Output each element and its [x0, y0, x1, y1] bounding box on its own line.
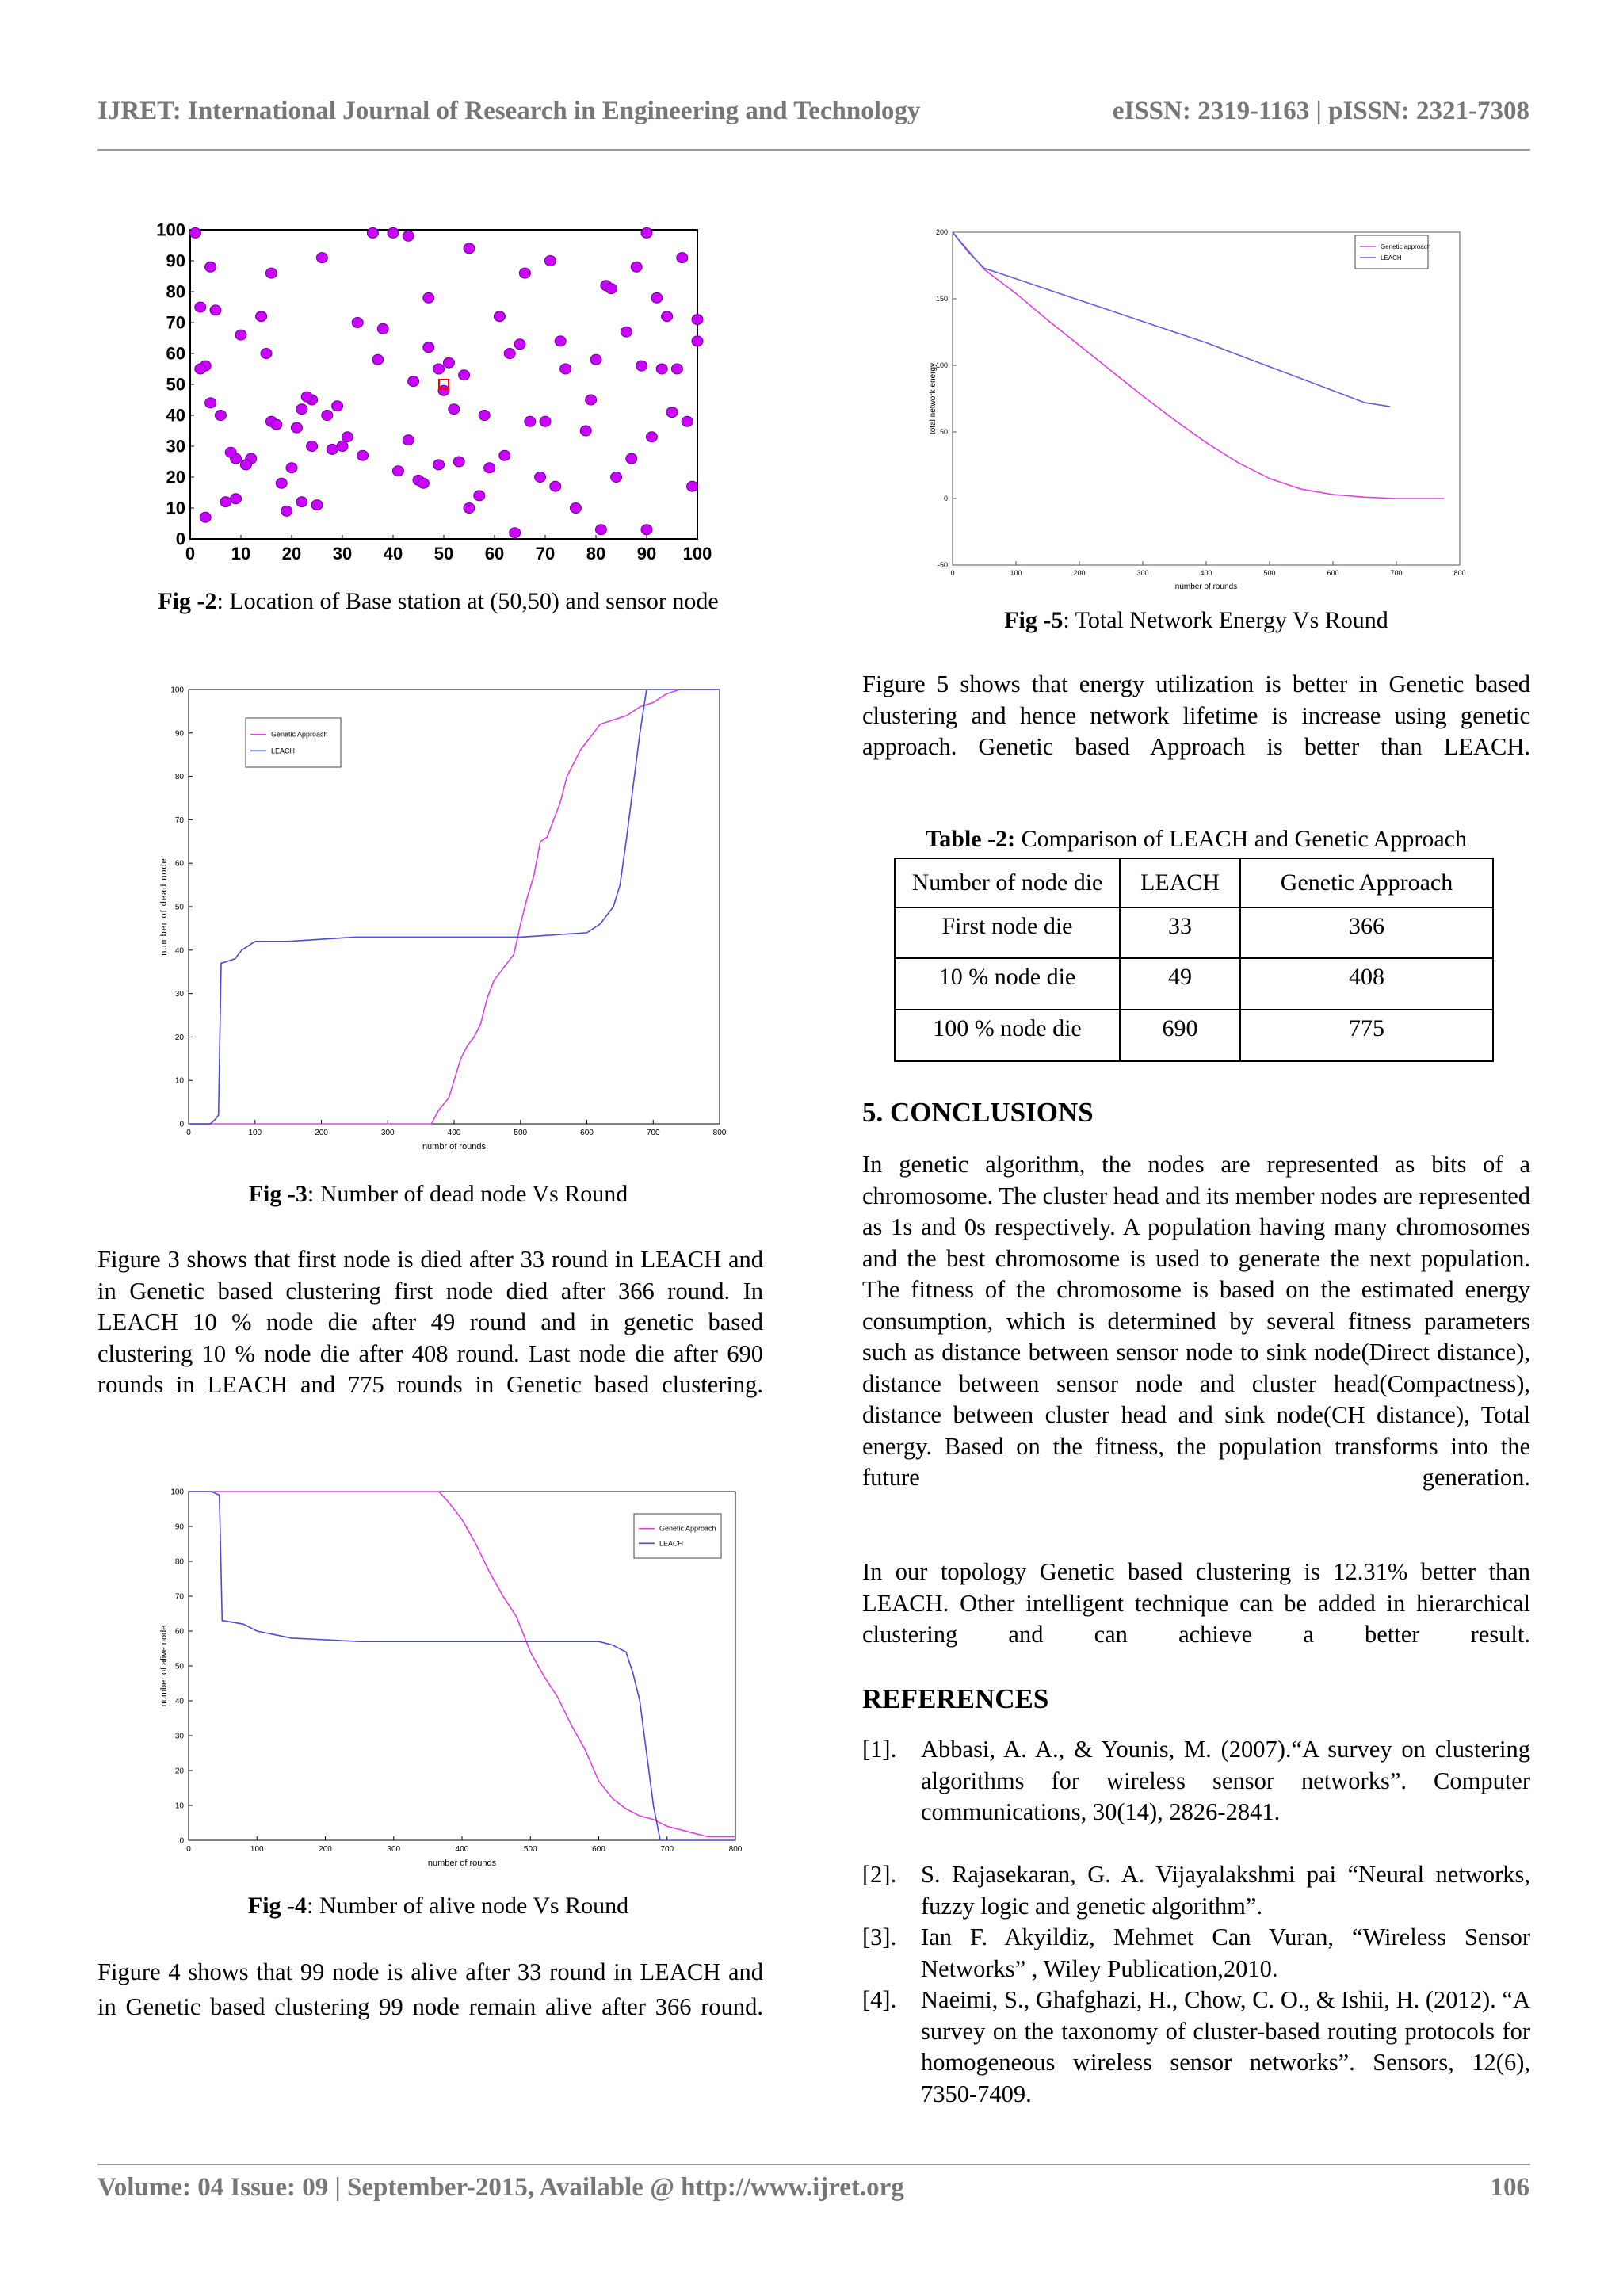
conclusions-paragraph-1: In genetic algorithm, the nodes are represented as bits of a chromosome. The cluster head and its member nodes are represented as 1s and 0s respectively. A population having many chromosomes and the best chromosome is used to generate the next population. The fitness of the chromosome is based on the estimated energy consumption, which is determined by several fitness parameters such as distance between sensor node to sink node(Direct distance), distance between sensor node and cluster head(Compactness), distance between cluster head and sink node(CH distance), Total energy. Based on the fitness, the population transforms into the future generation.: [862, 1151, 1530, 1491]
sensor-node-point: [636, 361, 647, 371]
fig5-line-chart: [927, 226, 1474, 590]
sensor-node-point: [296, 497, 307, 507]
fig4-y-tick-label: 90: [174, 1522, 184, 1532]
sensor-node-point: [510, 528, 521, 538]
fig3-y-tick-label: 10: [174, 1076, 184, 1086]
fig2-x-tick-label: 60: [484, 544, 505, 563]
fig2-x-tick-label: 90: [636, 544, 657, 563]
fig3-x-tick-label: 400: [447, 1129, 461, 1137]
fig2-x-tick-label: 0: [185, 544, 196, 563]
fig4-x-tick-label: 500: [523, 1845, 537, 1854]
sensor-node-point: [479, 411, 490, 421]
fig3-caption: Fig -3: Number of dead node Vs Round: [248, 1181, 628, 1207]
fig2-x-tick-label: 70: [535, 544, 556, 563]
sensor-node-point: [403, 231, 414, 241]
sensor-node-point: [570, 503, 581, 514]
reference-number: [1].: [862, 1736, 897, 1763]
fig2-x-tick-label: 40: [383, 544, 403, 563]
fig5-y-tick-label: 100: [935, 361, 948, 370]
table-header-cell: LEACH: [1120, 858, 1240, 907]
sensor-node-point: [641, 525, 652, 535]
table-cell: 775: [1240, 1010, 1493, 1061]
sensor-node-point: [240, 460, 251, 470]
sensor-node-point: [651, 292, 663, 303]
sensor-node-point: [504, 349, 515, 359]
fig5-paragraph: Figure 5 shows that energy utilization is better in Genetic based clustering and hence network lifetime is increase using genetic approach. Genetic based Approach is better than LEACH.: [862, 670, 1530, 760]
sensor-node-point: [231, 494, 242, 504]
fig5-x-tick-label: 0: [950, 569, 955, 577]
fig4-x-tick-label: 300: [387, 1845, 401, 1854]
sensor-node-point: [484, 463, 495, 473]
table-cell: 366: [1240, 907, 1493, 958]
fig2-y-tick-label: 100: [156, 220, 185, 240]
fig4-y-tick-label: 70: [174, 1592, 184, 1602]
sensor-node-point: [403, 435, 414, 445]
sensor-node-point: [195, 364, 206, 374]
fig4-legend-label: LEACH: [659, 1539, 684, 1548]
fig5-y-tick-label: 0: [943, 495, 948, 503]
sensor-node-point: [443, 357, 454, 368]
sensor-node-point: [550, 481, 561, 491]
sensor-node-point: [342, 432, 353, 442]
fig4-paragraph: Figure 4 shows that 99 node is alive after 33 round in LEACH and in Genetic based clustering 99 node remain alive after 366 round.: [97, 1958, 763, 2020]
fig4-x-tick-label: 0: [186, 1845, 191, 1854]
references-heading: REFERENCES: [862, 1683, 1049, 1714]
sensor-node-point: [377, 323, 388, 334]
footer-volume: Volume: 04 Issue: 09 | September-2015, Available @ http://www.ijret.org: [97, 2173, 904, 2202]
fig5-x-tick-label: 700: [1390, 569, 1403, 577]
sensor-node-point: [682, 416, 693, 426]
fig2-y-tick-label: 60: [166, 343, 185, 364]
fig5-y-tick-label: 150: [935, 295, 948, 304]
table-cell: 10 % node die: [895, 958, 1120, 1010]
sensor-node-point: [631, 262, 642, 272]
reference-text: Naeimi, S., Ghafghazi, H., Chow, C. O., & Ishii, H. (2012). “A survey on the taxonomy of cluster-based routing protocols for homogeneous wireless sensor networks”. Sensors, 12(6), 7350-7409.: [921, 1986, 1530, 2107]
fig5-x-tick-label: 400: [1200, 569, 1212, 577]
reference-item: [862, 1734, 1530, 1861]
fig3-legend-label: LEACH: [271, 747, 296, 755]
sensor-node-point: [423, 342, 434, 353]
fig2-x-tick-label: 30: [332, 544, 353, 563]
fig3-x-tick-label: 300: [380, 1129, 395, 1137]
fig4-y-tick-label: 20: [174, 1767, 184, 1776]
fig4-x-tick-label: 400: [455, 1845, 469, 1854]
fig3-y-tick-label: 0: [179, 1120, 184, 1129]
sensor-node-point: [205, 262, 216, 272]
sensor-node-point: [692, 336, 703, 346]
sensor-node-point: [261, 349, 272, 359]
fig2-y-tick-label: 70: [166, 312, 185, 333]
header-rule: [97, 149, 1530, 151]
fig5-x-axis-label: number of rounds: [1174, 583, 1238, 590]
fig2-x-tick-label: 20: [281, 544, 302, 563]
reference-text: Abbasi, A. A., & Younis, M. (2007).“A survey on clustering algorithms for wireless sensor networks”. Computer communications, 30(14), 2826-2841.: [921, 1736, 1530, 1825]
fig5-x-tick-label: 200: [1073, 569, 1086, 577]
sensor-node-point: [605, 284, 617, 294]
sensor-node-point: [271, 419, 282, 430]
sensor-node-point: [392, 466, 403, 476]
reference-number: [2].: [862, 1861, 897, 1888]
fig4-x-axis-label: number of rounds: [427, 1859, 497, 1868]
sensor-node-point: [433, 364, 445, 374]
sensor-node-point: [372, 354, 384, 365]
footer-rule: [97, 2164, 1530, 2165]
fig5-x-tick-label: 800: [1453, 569, 1466, 577]
fig2-y-tick-label: 90: [166, 250, 185, 271]
table-cell: 408: [1240, 958, 1493, 1010]
sensor-node-point: [646, 432, 657, 442]
fig5-legend-label: Genetic approach: [1381, 243, 1431, 250]
sensor-node-point: [327, 444, 338, 454]
sensor-node-point: [307, 441, 318, 452]
sensor-node-point: [200, 512, 211, 522]
sensor-node-point: [540, 416, 551, 426]
fig4-caption: Fig -4: Number of alive node Vs Round: [247, 1893, 629, 1919]
sensor-node-point: [235, 330, 246, 340]
table-cell: 100 % node die: [895, 1010, 1120, 1061]
fig3-paragraph: Figure 3 shows that first node is died after 33 round in LEACH and in Genetic based clustering first node died after 366 round. In LEACH 10 % node die after 49 round and in genetic based clustering 10 % node die after 408 round. Last node die after 690 rounds in LEACH and 775 rounds in Genetic based clustering.: [97, 1246, 763, 1398]
sensor-node-point: [220, 497, 231, 507]
fig5-plot-frame: [953, 232, 1460, 565]
fig3-x-tick-label: 0: [186, 1129, 191, 1137]
sensor-node-point: [281, 506, 292, 516]
fig2-caption: Fig -2: Location of Base station at (50,50) and sensor node: [158, 588, 719, 614]
sensor-node-point: [586, 395, 597, 405]
fig2-x-tick-label: 10: [231, 544, 251, 563]
sensor-node-point: [316, 253, 327, 263]
fig5-y-tick-label: 50: [939, 428, 948, 437]
fig5-legend-label: LEACH: [1381, 254, 1402, 262]
fig2-y-tick-label: 20: [166, 467, 185, 487]
sensor-node-point: [265, 268, 277, 278]
sensor-node-point: [210, 305, 221, 315]
fig2-x-tick-label: 80: [586, 544, 606, 563]
sensor-node-point: [595, 525, 606, 535]
fig2-y-tick-label: 50: [166, 374, 185, 395]
sensor-node-point: [291, 422, 302, 433]
fig5-x-tick-label: 100: [1010, 569, 1022, 577]
fig4-x-tick-label: 600: [592, 1845, 605, 1854]
comparison-table: [894, 858, 1494, 1062]
fig4-legend-box: [634, 1514, 721, 1558]
table-row: [895, 907, 1493, 958]
fig3-y-tick-label: 60: [174, 859, 184, 869]
fig4-y-tick-label: 100: [170, 1488, 184, 1497]
conclusions-paragraph-2: In our topology Genetic based clustering is 12.31% better than LEACH. Other intelligent technique can be added in hierarchical clustering and can achieve a better result.: [862, 1558, 1530, 1648]
sensor-node-point: [256, 311, 267, 322]
sensor-node-point: [656, 364, 667, 374]
sensor-node-point: [662, 311, 673, 322]
sensor-node-point: [535, 472, 546, 483]
sensor-node-point: [225, 447, 236, 457]
fig3-legend-box: [246, 718, 341, 767]
fig5-x-tick-label: 600: [1327, 569, 1339, 577]
reference-item: [862, 1859, 1530, 1923]
fig4-x-tick-label: 700: [660, 1845, 674, 1854]
sensor-node-point: [408, 376, 419, 387]
fig4-y-tick-label: 0: [179, 1836, 184, 1846]
table-header-row: [895, 858, 1493, 907]
sensor-node-point: [621, 327, 632, 337]
table-row: [895, 1010, 1493, 1061]
sensor-node-point: [519, 268, 530, 278]
table2-caption: Table -2: Comparison of LEACH and Genetic Approach: [926, 826, 1467, 852]
fig3-y-tick-label: 100: [170, 686, 184, 695]
sensor-node-point: [641, 227, 652, 238]
fig3-y-axis-label: number of dead node: [159, 858, 169, 956]
reference-number: [3].: [862, 1924, 897, 1950]
issn-info: eISSN: 2319-1163 | pISSN: 2321-7308: [1112, 97, 1529, 125]
table-header-cell: Number of node die: [895, 858, 1120, 907]
sensor-node-point: [494, 311, 505, 322]
sensor-node-point: [322, 411, 333, 421]
fig4-y-tick-label: 60: [174, 1627, 184, 1637]
fig3-x-tick-label: 500: [514, 1129, 528, 1137]
sensor-node-point: [286, 463, 297, 473]
sensor-node-point: [357, 450, 369, 460]
fig3-legend-label: Genetic Approach: [271, 730, 328, 739]
fig5-y-tick-label: 200: [935, 228, 948, 237]
sensor-node-point: [590, 354, 601, 365]
fig2-plot-frame: [190, 230, 697, 539]
fig3-y-tick-label: 20: [174, 1033, 184, 1042]
sensor-node-point: [296, 404, 307, 415]
sensor-node-point: [464, 243, 475, 254]
fig2-y-tick-label: 30: [166, 436, 185, 457]
fig4-y-tick-label: 40: [174, 1697, 184, 1706]
fig4-legend-label: Genetic Approach: [659, 1524, 716, 1533]
sensor-node-point: [449, 404, 460, 415]
sensor-node-point: [189, 227, 200, 238]
sensor-node-point: [459, 370, 470, 380]
fig3-x-tick-label: 700: [646, 1129, 660, 1137]
sensor-node-point: [301, 392, 312, 402]
sensor-node-point: [453, 457, 464, 467]
fig3-y-tick-label: 70: [174, 816, 184, 825]
sensor-node-point: [514, 339, 525, 350]
fig4-x-tick-label: 100: [250, 1845, 264, 1854]
sensor-node-point: [205, 398, 216, 408]
fig5-y-tick-label: -50: [937, 561, 948, 570]
fig4-y-tick-label: 30: [174, 1732, 184, 1741]
sensor-node-point: [332, 401, 343, 411]
sensor-node-point: [611, 472, 622, 483]
sensor-node-point: [337, 441, 348, 452]
fig3-x-tick-label: 800: [712, 1129, 727, 1137]
fig2-scatter-chart: [135, 220, 721, 577]
reference-item: [862, 1922, 1530, 1985]
sensor-node-point: [418, 478, 429, 488]
table-row: [895, 958, 1493, 1010]
fig3-x-axis-label: numbr of rounds: [422, 1142, 487, 1152]
reference-text: Ian F. Akyildiz, Mehmet Can Vuran, “Wireless Sensor Networks” , Wiley Publication,2010.: [921, 1924, 1530, 1982]
conclusions-heading: 5. CONCLUSIONS: [862, 1097, 1094, 1128]
fig4-y-axis-label: number of alive node: [159, 1625, 169, 1707]
sensor-node-point: [555, 336, 566, 346]
table-cell: 33: [1120, 907, 1240, 958]
sensor-node-point: [580, 426, 591, 436]
sensor-node-point: [215, 411, 226, 421]
fig3-y-tick-label: 30: [174, 990, 184, 999]
journal-title: IJRET: International Journal of Research in Engineering and Technology: [97, 97, 921, 125]
sensor-node-point: [195, 302, 206, 312]
fig2-y-tick-label: 0: [175, 529, 185, 549]
sensor-node-point: [311, 500, 323, 510]
fig5-caption: Fig -5: Total Network Energy Vs Round: [1004, 607, 1388, 633]
sensor-node-point: [433, 460, 445, 470]
sensor-node-point: [666, 407, 678, 418]
sensor-node-point: [388, 227, 399, 238]
fig4-y-tick-label: 50: [174, 1662, 184, 1671]
table-cell: First node die: [895, 907, 1120, 958]
sensor-node-point: [671, 364, 682, 374]
fig2-y-tick-label: 40: [166, 405, 185, 426]
fig5-y-axis-label: total network energy: [929, 362, 938, 435]
sensor-node-point: [544, 256, 556, 266]
fig2-y-tick-label: 10: [166, 498, 185, 518]
sensor-node-point: [687, 481, 698, 491]
fig3-y-tick-label: 90: [174, 729, 184, 739]
fig4-y-tick-label: 10: [174, 1801, 184, 1811]
sensor-node-point: [560, 364, 571, 374]
fig2-x-tick-label: 50: [433, 544, 454, 563]
sensor-node-point: [525, 416, 536, 426]
fig4-y-tick-label: 80: [174, 1557, 184, 1567]
reference-text: S. Rajasekaran, G. A. Vijayalakshmi pai “Neural networks, fuzzy logic and genetic algorithm”.: [921, 1861, 1530, 1920]
fig3-x-tick-label: 600: [580, 1129, 594, 1137]
sensor-node-point: [677, 253, 688, 263]
sensor-node-point: [438, 385, 449, 395]
fig4-x-tick-label: 200: [319, 1845, 332, 1854]
fig5-legend-box: [1355, 235, 1431, 269]
fig2-x-tick-label: 100: [682, 544, 712, 563]
page-number: 106: [1490, 2173, 1529, 2202]
table-header-cell: Genetic Approach: [1240, 858, 1493, 907]
sensor-node-point: [464, 503, 475, 514]
fig3-y-tick-label: 40: [174, 946, 184, 956]
fig3-x-tick-label: 200: [315, 1129, 328, 1137]
fig4-line-chart: [151, 1482, 753, 1878]
fig3-line-chart: [151, 680, 737, 1163]
sensor-node-point: [276, 478, 287, 488]
fig3-y-tick-label: 80: [174, 773, 184, 782]
table-cell: 690: [1120, 1010, 1240, 1061]
sensor-node-point: [352, 318, 363, 328]
table-cell: 49: [1120, 958, 1240, 1010]
fig5-x-tick-label: 300: [1136, 569, 1149, 577]
fig4-x-tick-label: 800: [728, 1845, 743, 1854]
fig2-y-tick-label: 80: [166, 281, 185, 302]
reference-item: [862, 1985, 1530, 2111]
reference-number: [4].: [862, 1986, 897, 2013]
fig3-y-tick-label: 50: [174, 903, 184, 912]
sensor-node-point: [367, 227, 378, 238]
sensor-node-point: [692, 315, 703, 325]
fig3-x-tick-label: 100: [248, 1129, 262, 1137]
sensor-node-point: [423, 292, 434, 303]
sensor-node-point: [626, 453, 637, 464]
sensor-node-point: [499, 450, 510, 460]
fig5-x-tick-label: 500: [1263, 569, 1276, 577]
sensor-node-point: [474, 491, 485, 501]
